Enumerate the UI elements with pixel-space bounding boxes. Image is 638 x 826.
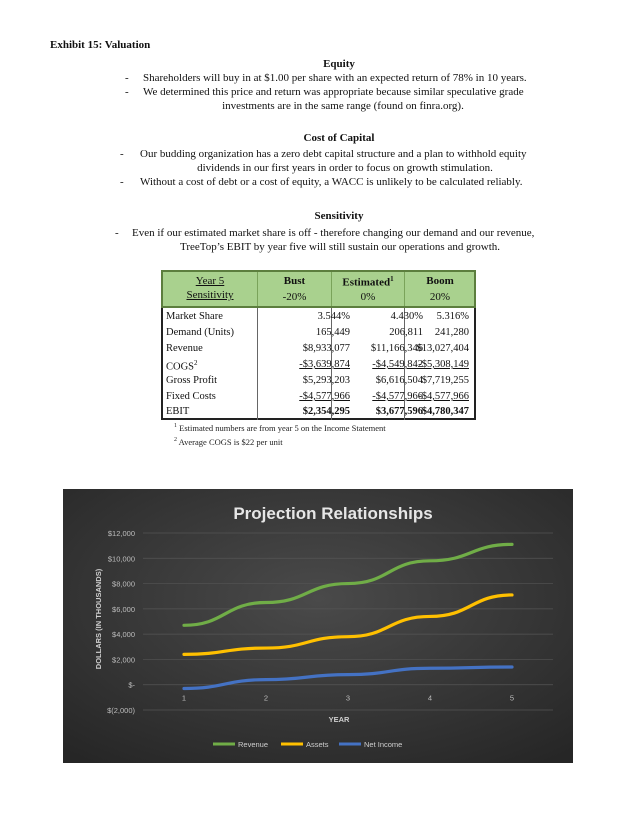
table-row: Revenue $8,933,077 $11,166,346 $13,027,404 — [166, 343, 469, 354]
x-tick-label: 3 — [345, 693, 351, 703]
col-bust-name: Bust — [283, 275, 306, 287]
legend-label: Assets — [306, 740, 329, 749]
corner-line1: Year 5 — [195, 275, 225, 287]
exhibit-title: Exhibit 15: Valuation — [50, 39, 151, 51]
sensitivity-title: Sensitivity — [314, 210, 364, 222]
table-row: COGS$^2$ -$3,639,874 -$4,549,842 -$5,308,149 — [166, 359, 469, 373]
y-tick-label: $6,000 — [112, 604, 135, 614]
corner-line2: Sensitivity — [186, 289, 234, 301]
table-row: Gross Profit $5,293,203 $6,616,504 $7,719,255 — [166, 375, 469, 386]
chart-background — [63, 489, 573, 763]
y-tick-label: $8,000 — [112, 579, 135, 589]
table-row: Demand (Units) 165,449 206,811 241,280 — [166, 327, 469, 338]
legend-label: Net Income — [364, 740, 403, 749]
table-row: Market Share 3.544% 4.430% 5.316% — [166, 311, 469, 322]
table-row: EBIT $2,354,295 $3,677,596 $4,780,347 — [166, 406, 469, 417]
col-boom-name: Boom — [426, 275, 454, 287]
x-tick-label: 1 — [181, 693, 187, 703]
y-tick-label: $10,000 — [107, 554, 135, 564]
cost-of-capital-title: Cost of Capital — [303, 132, 375, 144]
col-bust-pct: -20% — [282, 291, 307, 303]
footnote-2: $^2$ Average COGS is $22 per unit — [174, 437, 283, 447]
equity-title: Equity — [323, 58, 355, 70]
y-tick-label: $2,000 — [112, 655, 135, 665]
table-row: Fixed Costs -$4,577,966 -$4,577,966 -$4,577,966 — [166, 391, 469, 402]
y-tick-label: $4,000 — [112, 630, 135, 640]
y-tick-label: $- — [128, 680, 135, 690]
chart-y-axis-label: DOLLARS (IN THOUSANDS) — [94, 568, 103, 670]
x-tick-label: 2 — [263, 693, 269, 703]
col-boom-pct: 20% — [429, 291, 451, 303]
y-tick-label: $(2,000) — [107, 706, 135, 715]
x-tick-label: 5 — [509, 693, 515, 703]
chart-x-axis-label: YEAR — [328, 715, 350, 724]
y-tick-label: $12,000 — [107, 529, 135, 538]
projection-chart — [63, 489, 573, 763]
col-estimated-pct: 0% — [360, 291, 376, 303]
col-estimated-name: Estimated$^1$ — [342, 275, 394, 289]
x-tick-label: 4 — [427, 693, 433, 703]
chart-title: Projection Relationships — [233, 504, 433, 523]
footnote-1: $^1$ Estimated numbers are from year 5 on the Income Statement — [174, 423, 386, 433]
legend-label: Revenue — [238, 740, 269, 749]
